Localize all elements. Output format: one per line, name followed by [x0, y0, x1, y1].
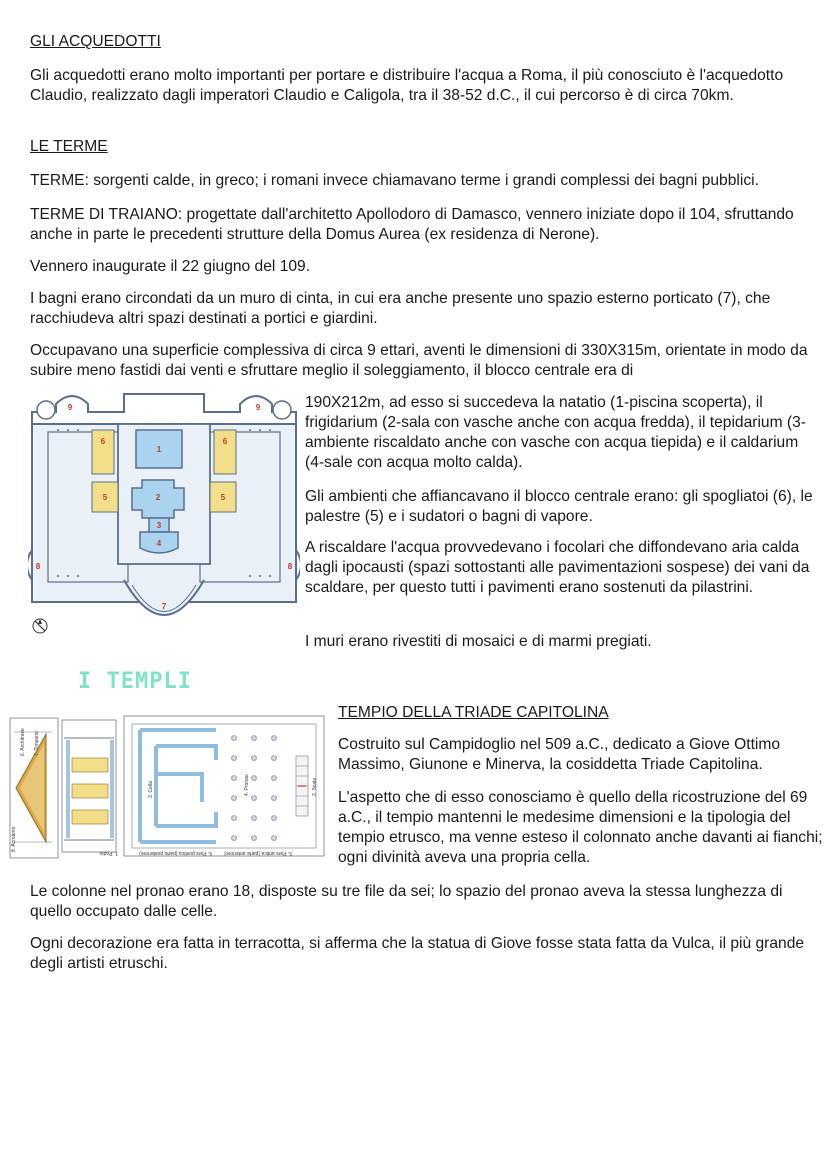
tempio-label-acroterio: 8. Acroterio: [11, 826, 17, 852]
paragraph-terme-riscaldamento: A riscaldare l'acqua provvedevano i focolari che diffondevano aria calda dagli ipocausti (spazi sottostanti alle pavimentazioni sospese) dei vani da scaldare, per questo tutti i pavimenti erano sostenuti da pilastrini.: [305, 539, 810, 596]
paragraph-tempio-decorazione: Ogni decorazione era fatta in terracotta, si afferma che la statua di Giove fosse stata fatta da Vulca, il più grande degli artisti etruschi.: [30, 935, 805, 972]
paragraph-terme-superficie: Occupavano una superficie complessiva di circa 9 ettari, aventi le dimensioni di 330X315m, orientate in modo da subire meno fastidi dai venti e sfruttare meglio il soleggiamento, il blocco centrale era di: [30, 342, 808, 379]
tempio-label-pronao: 4. Pronao: [244, 774, 250, 796]
tempio-plan-diagram: [6, 712, 328, 864]
tempio-label-scala: 2. Scala: [312, 777, 318, 796]
plan-label-8-right: 8: [287, 562, 293, 571]
plan-label-9-left: 9: [67, 403, 73, 412]
section-title-acquedotti: GLI ACQUEDOTTI: [30, 33, 161, 50]
plan-label-8-left: 8: [35, 562, 41, 571]
plan-label-3: 3: [156, 521, 162, 530]
paragraph-terme-muri: I muri erano rivestiti di mosaici e di marmi pregiati.: [305, 633, 652, 650]
plan-label-6-right: 6: [222, 437, 228, 446]
tempio-label-timpano: 7. Timpano: [34, 731, 40, 756]
plan-label-5-left: 5: [102, 493, 108, 502]
section-title-terme: LE TERME: [30, 138, 108, 155]
paragraph-terme-inaugurazione: Vennero inaugurate il 22 giugno del 109.: [30, 258, 311, 275]
tempio-label-pars-postica: 6. Pars postica (parte posteriore): [139, 850, 212, 856]
section-title-tempio: TEMPIO DELLA TRIADE CAPITOLINA: [338, 704, 609, 721]
paragraph-terme-muro: I bagni erano circondati da un muro di cinta, in cui era anche presente uno spazio esterno porticato (7), che racchiudeva altri spazi destinati a portici e giardini.: [30, 290, 771, 327]
tempio-label-cella: 3. Cella: [148, 781, 154, 798]
paragraph-terme-traiano: TERME DI TRAIANO: progettate dall'architetto Apollodoro di Damasco, vennero iniziate dopo il 104, sfruttando anche in parte le precedenti strutture della Domus Aurea (ex residenza di Nerone).: [30, 206, 794, 243]
paragraph-terme-definition: TERME: sorgenti calde, in greco; i romani invece chiamavano terme i grandi complessi dei bagni pubblici.: [30, 172, 759, 189]
plan-label-2: 2: [155, 493, 161, 502]
paragraph-tempio-ricostruzione: L'aspetto che di esso conosciamo è quello della ricostruzione del 69 a.C., il tempio mantenni le medesime dimensioni e la tipologia del tempio etrusco, ma venne esteso il colonnato anche davanti ai fianchi; ogni divinità aveva una propria cella.: [338, 789, 823, 866]
plan-label-6-left: 6: [100, 437, 106, 446]
plan-label-7: 7: [161, 602, 167, 611]
plan-label-1: 1: [156, 445, 162, 454]
tempio-label-pars-antica: 5. Pars antica (parte anteriore): [224, 850, 292, 856]
tempio-label-architrave: 6. Architrave: [20, 728, 26, 756]
paragraph-terme-blocco: 190X212m, ad esso si succedeva la natatio (1-piscina scoperta), il frigidarium (2-sala con vasche anche con acqua fredda), il tepidarium (3-ambiente riscaldato anche con vasche con acqua tiepida) e il caldarium (4-sale con acqua molto calda).: [305, 394, 806, 471]
paragraph-terme-ambienti: Gli ambienti che affiancavano il blocco centrale erano: gli spogliatoi (6), le palestre (5) e i sudatori o bagni di vapore.: [305, 488, 813, 525]
plan-label-9-right: 9: [255, 403, 261, 412]
tempio-label-podio: 1. Podio: [99, 850, 118, 856]
plan-label-5-right: 5: [220, 493, 226, 502]
templi-heading: I TEMPLI: [78, 669, 192, 694]
paragraph-tempio-costruzione: Costruito sul Campidoglio nel 509 a.C., dedicato a Giove Ottimo Massimo, Giunone e Minerva, la cosiddetta Triade Capitolina.: [338, 736, 781, 773]
terme-plan-diagram: [28, 380, 300, 640]
paragraph-tempio-colonne: Le colonne nel pronao erano 18, disposte su tre file da sei; lo spazio del pronao aveva la stessa lunghezza di quello occupato dalle celle.: [30, 883, 783, 920]
plan-label-4: 4: [156, 539, 162, 548]
paragraph-acquedotti: Gli acquedotti erano molto importanti per portare e distribuire l'acqua a Roma, il più conosciuto è l'acquedotto Claudio, realizzato dagli imperatori Claudio e Caligola, tra il 38-52 d.C., il cui percorso è di circa 70km.: [30, 67, 784, 104]
